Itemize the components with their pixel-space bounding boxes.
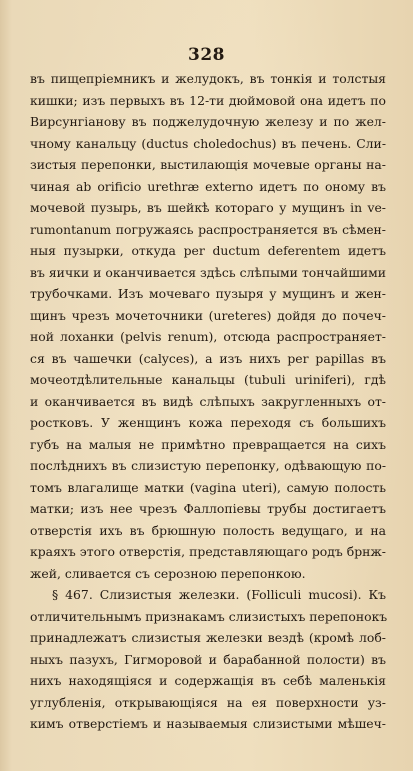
text-line-content: послѣднихъ въ слизистую перепонку, одѣвающую по- [30,458,386,473]
text-line-content: принадлежатъ слизистыя железки вездѣ (кромѣ лоб- [30,630,386,645]
text-line [30,305,386,327]
text-line-content: кимъ отверстіемъ и называемыя слизистыми мѣшеч- [30,716,386,731]
body-text [30,68,386,735]
text-line [30,133,386,155]
text-line-content: губъ на малыя не примѣтно превращается на сихъ [30,436,386,452]
text-line [30,197,386,219]
text-line-content: ростковъ. У женщинъ кожа переходя съ большихъ [30,415,386,430]
text-line-content: чному канальцу (ductus choledochus) въ печень. Сли- [30,135,386,151]
text-line-content: отверстія ихъ въ брюшную полость ведущаго, и на [30,522,386,538]
text-line-content: трубочками. Изъ мочеваго пузыря у мущинъ и жен- [30,286,386,301]
text-line [30,283,386,305]
text-line-content: мочеотдѣлительные канальцы (tubuli uriniferi), гдѣ [30,372,386,387]
text-line-content: въ пищепріемникъ и желудокъ, въ тонкія и толстыя [30,71,386,86]
text-line [30,563,386,585]
text-line [30,240,386,262]
text-line [30,369,386,391]
text-line-content: нихъ находящіяся и содержащія въ себѣ маленькія [30,673,386,688]
text-line [30,670,386,692]
text-line [30,111,386,133]
text-line-content: томъ влагалище матки (vagina uteri), самую полость [30,479,386,495]
text-line-content: ной лоханки (pelvis renum), отсюда распространяет- [30,329,386,344]
text-line-content: чиная аb orificio urethræ externo идетъ по оному въ [30,178,386,194]
text-line [30,455,386,477]
text-line-content: отличительнымъ признакамъ слизистыхъ перепонокъ [30,608,388,624]
text-line-content: углубленія, открывающіяся на ея поверхности уз- [30,694,386,710]
text-line [30,692,386,714]
text-line [30,584,386,606]
text-line [30,348,386,370]
text-line-content: жей, сливается съ серозною перепонкою. [30,565,306,581]
text-line [30,713,386,735]
text-line-content: зистыя перепонки, выстилающія мочевые органы на- [30,157,386,172]
text-line-content: кишки; изъ первыхъ въ 12-ти дюймовой она идетъ по [30,92,386,108]
text-line [30,68,386,90]
text-line-content: rumontanum погружаясь распространяется въ сѣмен- [30,221,386,237]
text-line [30,627,386,649]
text-line [30,412,386,434]
text-line [30,498,386,520]
text-line [30,176,386,198]
text-line-content: и оканчивается въ видѣ слѣпыхъ закругленныхъ от- [30,393,386,409]
text-line [30,606,386,628]
text-line [30,649,386,671]
text-line-content: мочевой пузырь, въ шейкѣ котораго у мущинъ in ve- [30,200,386,215]
text-line [30,391,386,413]
text-line [30,520,386,542]
text-line-content: краяхъ этого отверстія, представляющаго родъ брнж- [30,544,386,559]
text-line [30,541,386,563]
text-line [30,90,386,112]
text-line-content: въ яички и оканчивается здѣсь слѣпыми тончайшими [30,264,386,280]
text-line [30,154,386,176]
text-line-content: Вирсунгіанову въ поджелудочную железу и по жел- [30,114,386,129]
text-line-content: щинъ чрезъ мочеточники (ureteres) дойдя до почеч- [30,307,386,323]
text-line-content: § 467. Слизистыя железки. (Folliculi mucosi). Къ [52,587,386,602]
text-line-content: ныя пузырки, откуда per ductum deferentem идетъ [30,243,386,258]
text-line [30,326,386,348]
text-line-content: ныхъ пазухъ, Гигморовой и барабанной полости) въ [30,651,386,667]
text-line [30,477,386,499]
text-line-content: матки; изъ нее чрезъ Фаллопіевы трубы достигаетъ [30,501,386,516]
text-line [30,434,386,456]
text-line-content: ся въ чашечки (calyces), а изъ нихъ per papillas въ [30,350,386,366]
text-line [30,262,386,284]
page-number: 328 [188,45,225,65]
text-line [30,219,386,241]
